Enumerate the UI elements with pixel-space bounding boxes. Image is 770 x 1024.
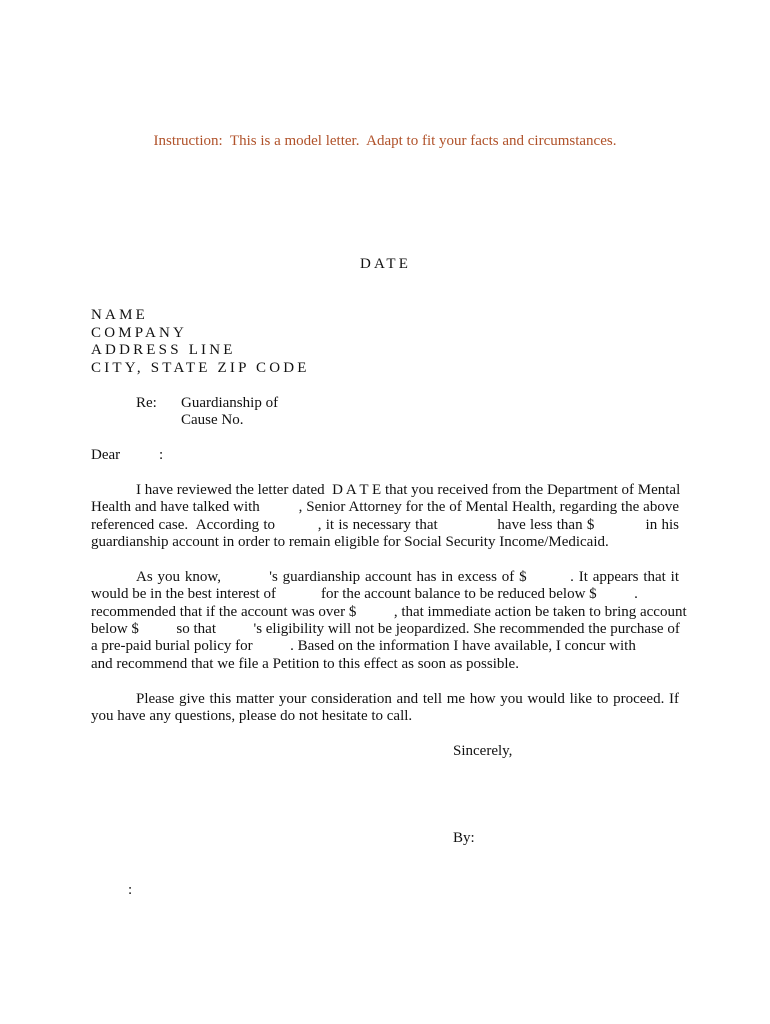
paragraph-line: referenced case. According to , it is necessary that have less than $ in his [91,517,679,533]
paragraph-line: you have any questions, please do not hesitate to call. [91,708,413,724]
signature-by: By: [453,830,475,846]
recipient-name: NAME [91,307,148,323]
paragraph-line: recommended that if the account was over $ , that immediate action be taken to bring account [91,604,687,620]
re-label: Re: [136,395,157,411]
paragraph-line: a pre-paid burial policy for . Based on the information I have available, I concur with [91,638,636,654]
re-cause-no: Cause No. [181,412,244,428]
paragraph-line: Please give this matter your consideration and tell me how you would like to proceed. If [136,691,679,707]
footer-colon: : [128,882,133,898]
paragraph-line: below $ so that 's eligibility will not be jeopardized. She recommended the purchase of [91,621,680,637]
paragraph-line: As you know, 's guardianship account has in excess of $ . It appears that it [136,569,679,585]
paragraph-line: would be in the best interest of for the account balance to be reduced below $ . [91,586,638,602]
recipient-address-line: ADDRESS LINE [91,342,236,358]
salutation-colon: : [159,447,164,463]
re-guardianship: Guardianship of [181,395,279,411]
date-placeholder: DATE [360,256,412,272]
closing-sincerely: Sincerely, [453,743,513,759]
salutation-dear: Dear [91,447,121,463]
paragraph-line: and recommend that we file a Petition to this effect as soon as possible. [91,656,519,672]
paragraph-line: guardianship account in order to remain eligible for Social Security Income/Medicaid. [91,534,609,550]
recipient-company: COMPANY [91,325,188,341]
instruction-note: Instruction: This is a model letter. Adapt to fit your facts and circumstances. [153,133,617,149]
paragraph-line: I have reviewed the letter dated D A T E that you received from the Department of Mental [136,482,681,498]
paragraph-line: Health and have talked with , Senior Attorney for the of Mental Health, regarding the above [91,499,679,515]
recipient-city-state-zip: CITY, STATE ZIP CODE [91,360,310,376]
